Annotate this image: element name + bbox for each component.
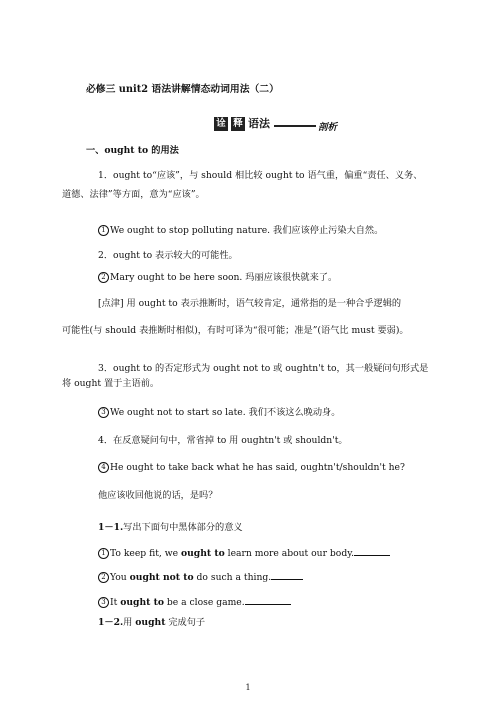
- para-1-line-2: 道德、法律”等方面，意为“应该”。: [62, 189, 205, 200]
- page-number: 1: [245, 683, 251, 692]
- example-number: 2: [98, 272, 109, 283]
- para-2: 2．ought to 表示较大的可能性。: [98, 250, 238, 261]
- para-4: 4．在反意疑问句中，常省掉 to 用 oughtn't 或 shouldn't。: [98, 435, 348, 446]
- answer-blank[interactable]: [245, 595, 291, 605]
- exercise-1-heading: [98, 522, 243, 534]
- note-line-1: [点津] 用 ought to 表示推断时，语气较肯定，通常指的是一种合乎逻辑的: [98, 298, 402, 309]
- note-line-2: 可能性(与 should 表推断时相似)，有时可译为“很可能；准是”(语气比 must 要弱)。: [62, 325, 409, 336]
- item-text: do such a thing.: [193, 572, 272, 583]
- item-text: learn more about our body.: [224, 548, 355, 559]
- example-2: [98, 272, 337, 284]
- item-bold-phrase: ought to: [181, 548, 225, 559]
- item-number: 3: [98, 597, 109, 608]
- exercise-item: [98, 595, 291, 609]
- example-text: Mary ought to be here soon. 玛丽应该很快就来了。: [110, 272, 338, 283]
- exercise-instruction: 用: [123, 617, 136, 628]
- banner-char-1: 诠: [214, 117, 228, 131]
- item-text: be a close game.: [163, 597, 245, 608]
- item-bold-phrase: ought to: [120, 597, 164, 608]
- item-text: To keep fit, we: [110, 548, 181, 559]
- item-number: 2: [98, 572, 109, 583]
- example-number: 1: [98, 225, 109, 236]
- item-text: You: [110, 572, 130, 583]
- section-banner: [214, 116, 346, 134]
- exercise-instruction: 完成句子: [165, 617, 206, 628]
- answer-blank[interactable]: [354, 546, 390, 556]
- exercise-number: 1－2.: [98, 617, 124, 628]
- para-3-line-2: 将 ought 置于主语前。: [62, 378, 160, 389]
- exercise-instruction: 写出下面句中黑体部分的意义: [123, 522, 243, 533]
- example-text: We ought not to start so late. 我们不该这么晚动身。: [110, 407, 341, 418]
- example-number: 4: [98, 462, 109, 473]
- example-3: [98, 407, 340, 419]
- item-text: It: [110, 597, 121, 608]
- para-1-line-1: 1．ought to“应该”，与 should 相比较 ought to 语气重，偏重“责任、义务、: [98, 170, 423, 181]
- example-4: [98, 462, 405, 474]
- example-1: [98, 225, 383, 237]
- example-number: 3: [98, 407, 109, 418]
- banner-dash: [274, 125, 316, 127]
- para-3-line-1: 3．ought to 的否定形式为 ought not to 或 oughtn't to，其一般疑问句形式是: [98, 363, 429, 374]
- banner-char-2: 释: [231, 117, 245, 131]
- answer-blank[interactable]: [271, 570, 303, 580]
- banner-text: 语法: [248, 117, 270, 130]
- item-number: 1: [98, 548, 109, 559]
- exercise-keyword: ought: [135, 617, 166, 628]
- banner-sub: 剖析: [318, 122, 338, 133]
- example-text: He ought to take back what he has said, oughtn't/shouldn't he?: [110, 462, 405, 473]
- item-bold-phrase: ought not to: [129, 572, 194, 583]
- exercise-item: [98, 546, 390, 560]
- document-title: 必修三 unit2 语法讲解情态动词用法（二）: [86, 84, 279, 95]
- section-heading-1: 一、ought to 的用法: [86, 145, 179, 156]
- exercise-number: 1－1.: [98, 522, 124, 533]
- exercise-2-heading: [98, 617, 205, 629]
- example-4-translation: 他应该收回他说的话，是吗？: [98, 490, 218, 501]
- example-text: We ought to stop polluting nature. 我们应该停止污染大自然。: [110, 225, 384, 236]
- exercise-item: [98, 570, 303, 584]
